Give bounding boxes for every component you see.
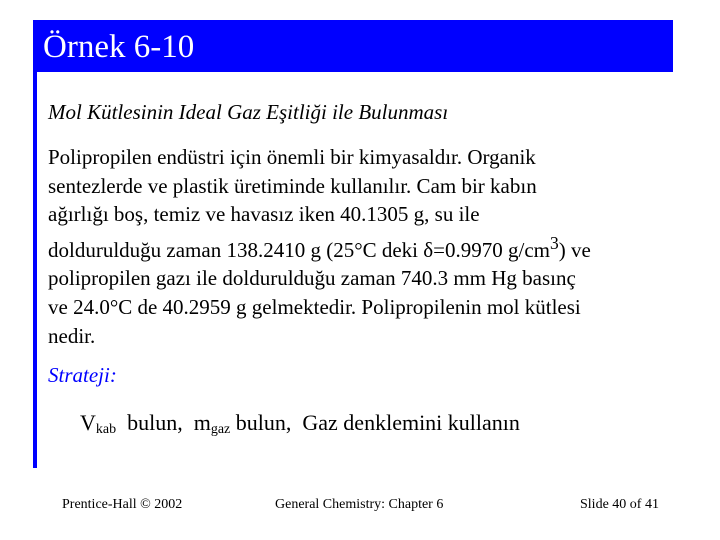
footer-slide-number: Slide 40 of 41 — [580, 497, 659, 512]
formula-v-subscript: kab — [95, 422, 117, 437]
formula-part: bulun, m — [116, 410, 211, 435]
problem-line: polipropilen gazı ile doldurulduğu zaman 740.3 mm Hg basınç — [48, 266, 576, 291]
strategy-label: Strateji: — [48, 363, 117, 387]
left-accent-rule — [33, 20, 37, 468]
problem-line: nedir. — [48, 323, 96, 348]
formula-part: bulun, Gaz denklemini kullanın — [230, 410, 520, 435]
formula-m-subscript: gaz — [210, 422, 231, 437]
problem-line: Polipropilen endüstri için önemli bir kimyasaldır. Organik — [48, 145, 536, 169]
problem-line — [48, 229, 678, 265]
problem-line: sentezlerde ve plastik üretiminde kullanılır. Cam bir kabın — [48, 173, 537, 198]
problem-line: ağırlığı boş, temiz ve havasız iken 40.1305 g, su ile — [48, 202, 480, 227]
formula-v: V — [80, 410, 96, 435]
superscript: 3 — [550, 232, 559, 253]
problem-text — [48, 143, 678, 350]
slide-subtitle: Mol Kütlesinin Ideal Gaz Eşitliği ile Bulunması — [48, 100, 449, 124]
problem-line-part: ) ve — [558, 237, 591, 262]
slide-title: Örnek 6-10 — [43, 29, 195, 65]
problem-line-part: doldurulduğu zaman 138.2410 g (25°C deki δ=0.9970 g/cm — [48, 237, 550, 262]
footer-publisher: Prentice-Hall © 2002 — [62, 497, 183, 512]
problem-line: ve 24.0°C de 40.2959 g gelmektedir. Polipropilenin mol kütlesi — [48, 294, 581, 319]
strategy-formula — [80, 410, 520, 438]
footer-course: General Chemistry: Chapter 6 — [275, 497, 444, 512]
